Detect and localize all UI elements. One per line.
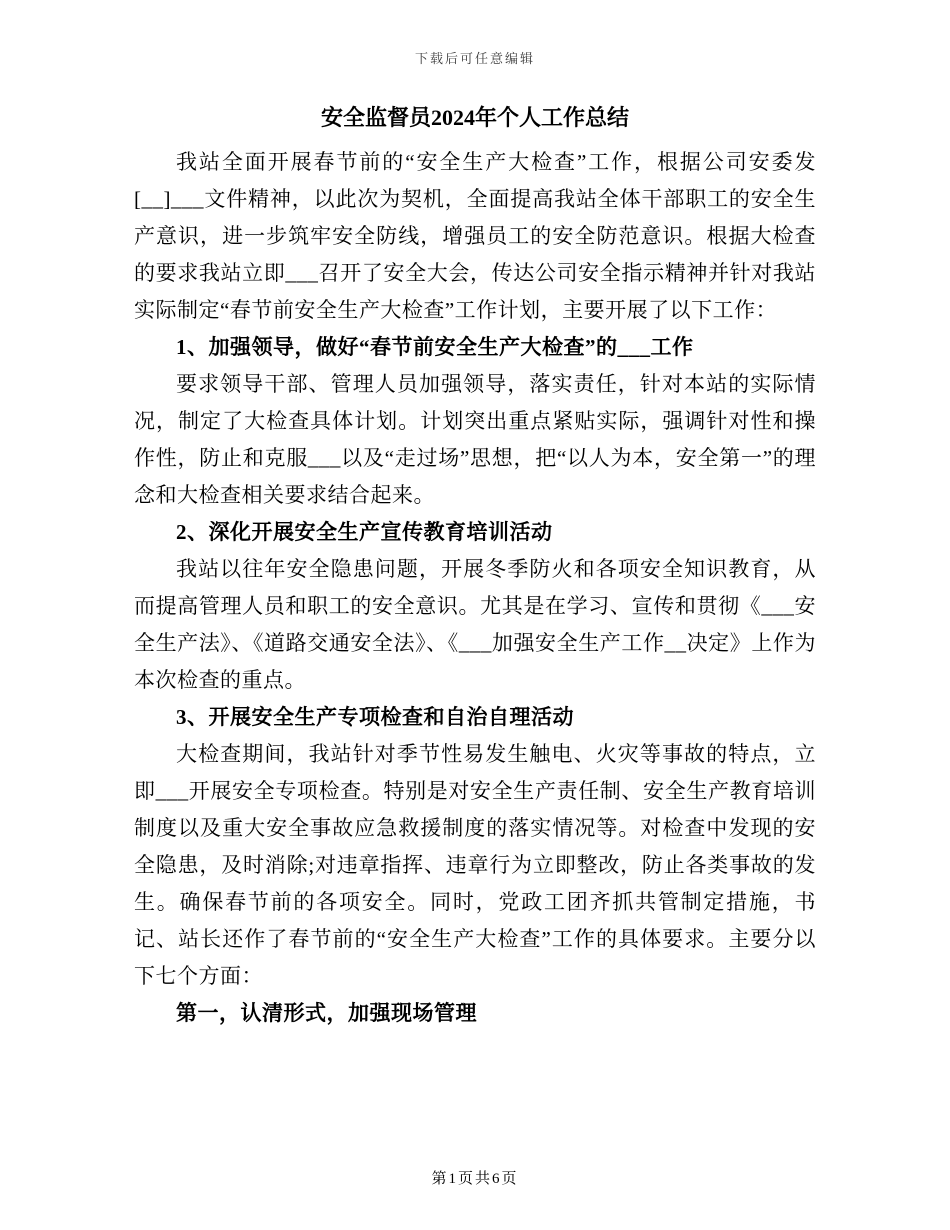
paragraph: 我站以往年安全隐患问题，开展冬季防火和各项安全知识教育，从而提高管理人员和职工的安全意识。尤其是在学习、宣传和贯彻《___安全生产法》、《道路交通安全法》、《___加强安全生产工作__决定》上作为本次检查的重点。 <box>134 557 816 692</box>
section-heading: 第一，认清形式，加强现场管理 <box>176 1001 477 1025</box>
page-footer: 第1页共6页 <box>431 1171 519 1187</box>
section-heading: 2、深化开展安全生产宣传教育培训活动 <box>176 520 553 544</box>
paragraph: 要求领导干部、管理人员加强领导，落实责任，针对本站的实际情况，制定了大检查具体计划。计划突出重点紧贴实际，强调针对性和操作性，防止和克服___以及“走过场”思想，把“以人为本，安全第一”的理念和大检查相关要求结合起来。 <box>134 372 816 507</box>
paragraph: 大检查期间，我站针对季节性易发生触电、火灾等事故的特点，立即___开展安全专项检查。特别是对安全生产责任制、安全生产教育培训制度以及重大安全事故应急救援制度的落实情况等。对检查中发现的安全隐患，及时消除;对违章指挥、违章行为立即整改，防止各类事故的发生。确保春节前的各项安全。同时，党政工团齐抓共管制定措施，书记、站长还作了春节前的“安全生产大检查”工作的具体要求。主要分以下七个方面： <box>134 742 816 988</box>
watermark-text: 下载后可任意编辑 <box>414 51 535 66</box>
section-heading: 1、加强领导，做好“春节前安全生产大检查”的___工作 <box>176 335 694 359</box>
section-heading: 3、开展安全生产专项检查和自治自理活动 <box>176 705 574 729</box>
page-title: 安全监督员2024年个人工作总结 <box>320 105 629 130</box>
paragraph: 我站全面开展春节前的“安全生产大检查”工作，根据公司安委发[__]___文件精神，以此次为契机，全面提高我站全体干部职工的安全生产意识，进一步筑牢安全防线，增强员工的安全防范意识。根据大检查的要求我站立即___召开了安全大会，传达公司安全指示精神并针对我站实际制定“春节前安全生产大检查”工作计划，主要开展了以下工作： <box>134 150 816 322</box>
